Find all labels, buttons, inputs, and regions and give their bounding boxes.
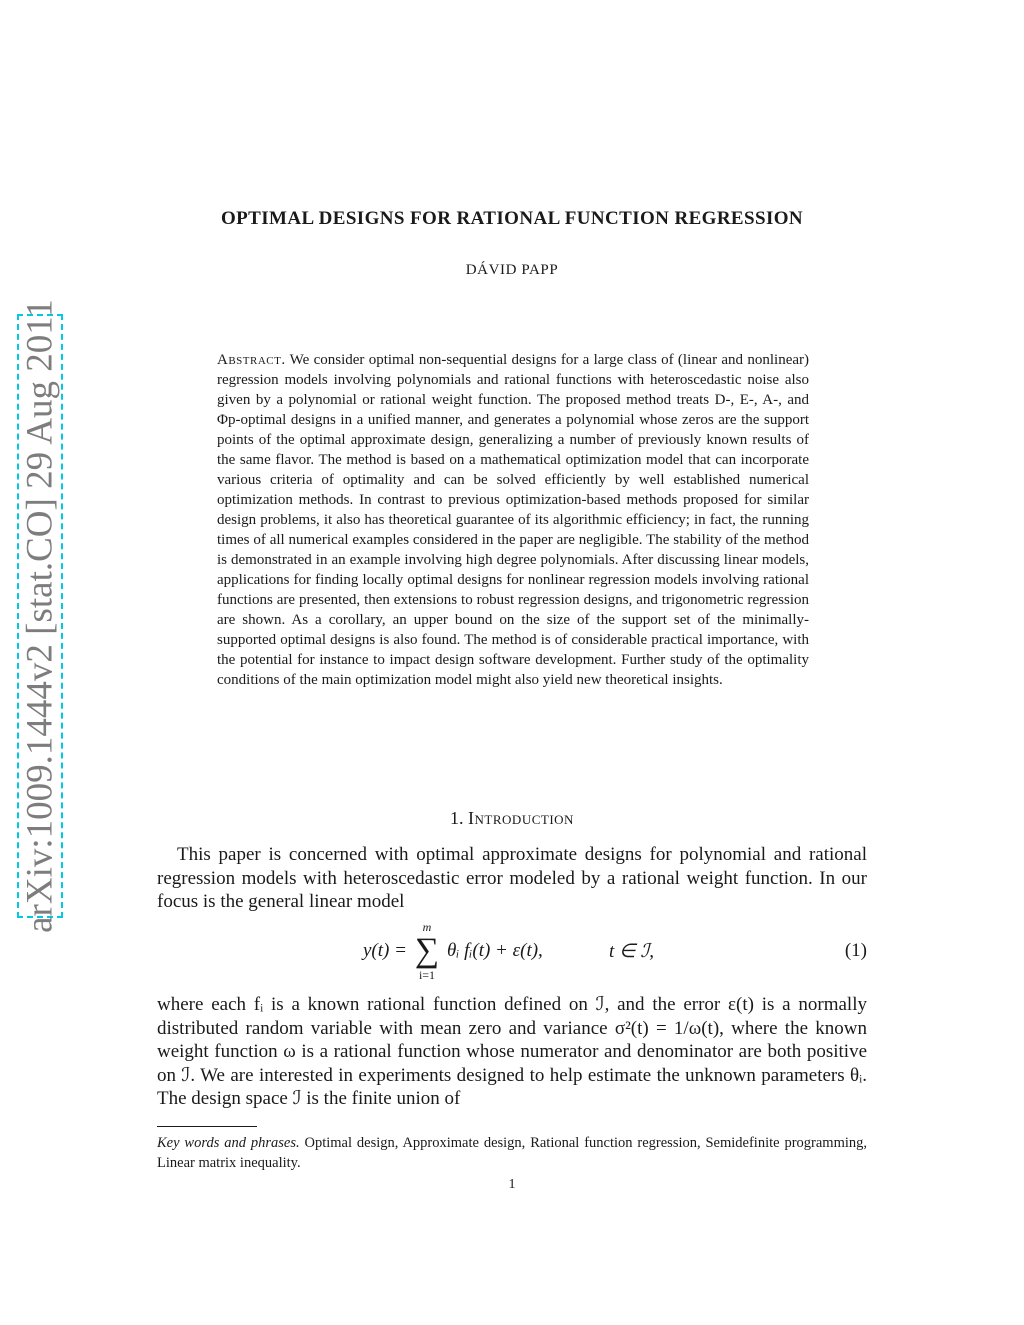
equation-rhs: θᵢ fᵢ(t) + ε(t), xyxy=(447,940,543,961)
author-name: DÁVID PAPP xyxy=(465,262,559,278)
abstract-text: We consider optimal non-sequential designs for a large class of (linear and nonlinear) regression models involving polynomials and rational functions with heteroscedastic noise also given by a polynomial or rational weight function. The proposed method treats D-, E-, A-, and Φp-optimal designs in a unified manner, and generates a polynomial whose zeros are the support points of the optimal approximate design, generalizing a number of previously known results of the same flavor. The method is based on a mathematical optimization model that can incorporate various criteria of optimality and can be solved efficiently by well established numerical optimization methods. In contrast to previous optimization-based methods proposed for similar design problems, it also has theoretical guarantee of its algorithmic efficiency; in fact, the running times of all numerical examples considered in the paper are negligible. The stability of the method is demonstrated in an example involving high degree polynomials. After discussing linear models, applications for finding locally optimal designs for nonlinear regression models involving rational functions are presented, then extensions to robust regression designs, and trigonometric regression are shown. As a corollary, an upper bound on the size of the support set of the minimally-supported optimal designs is also found. The method is of considerable practical importance, with the potential for instance to impact design software development. Further study of the optimality conditions of the main optimization model might also yield new theoretical insights. xyxy=(217,352,810,688)
sum-upper-limit: m xyxy=(422,920,432,934)
equation-number: (1) xyxy=(844,940,867,961)
section-title: Introduction xyxy=(468,808,574,828)
intro-paragraph-2: where each fᵢ is a known rational function defined on ℐ, and the error ε(t) is a normally distributed random variable with mean zero and variance σ²(t) = 1/ω(t), where the known weight function ω is a rational function whose numerator and denominator are both positive on ℐ. We are interested in experiments designed to help estimate the unknown parameters θᵢ. The design space ℐ is the finite union of xyxy=(157,994,867,1109)
sum-lower-limit: i=1 xyxy=(418,968,436,982)
equation-lhs: y(t) = xyxy=(363,940,407,961)
arxiv-id: arXiv:1009.1444v2 [stat.CO] 29 Aug 2011 xyxy=(19,299,61,933)
abstract-label: Abstract. xyxy=(217,352,286,368)
footnote-label: Key words and phrases. xyxy=(157,1135,300,1151)
footnote xyxy=(157,1133,867,1173)
paper-title: OPTIMAL DESIGNS FOR RATIONAL FUNCTION REGRESSION xyxy=(220,208,804,229)
page-number: 1 xyxy=(508,1177,516,1192)
sum-symbol: ∑ xyxy=(414,932,440,969)
abstract xyxy=(217,350,809,690)
footnote-divider xyxy=(157,1126,257,1127)
intro-paragraph-1: This paper is concerned with optimal approximate designs for polynomial and rational regression models with heteroscedastic error modeled by a rational weight function. In our focus is the general linear model xyxy=(157,844,867,912)
equation-condition: t ∈ ℐ, xyxy=(609,941,655,962)
equation-1 xyxy=(157,920,867,986)
summation xyxy=(412,920,442,982)
section-number: 1. xyxy=(450,808,464,828)
footnote-text: Optimal design, Approximate design, Rational function regression, Semidefinite programming, Linear matrix inequality. xyxy=(157,1135,868,1171)
section-heading xyxy=(0,808,1024,829)
